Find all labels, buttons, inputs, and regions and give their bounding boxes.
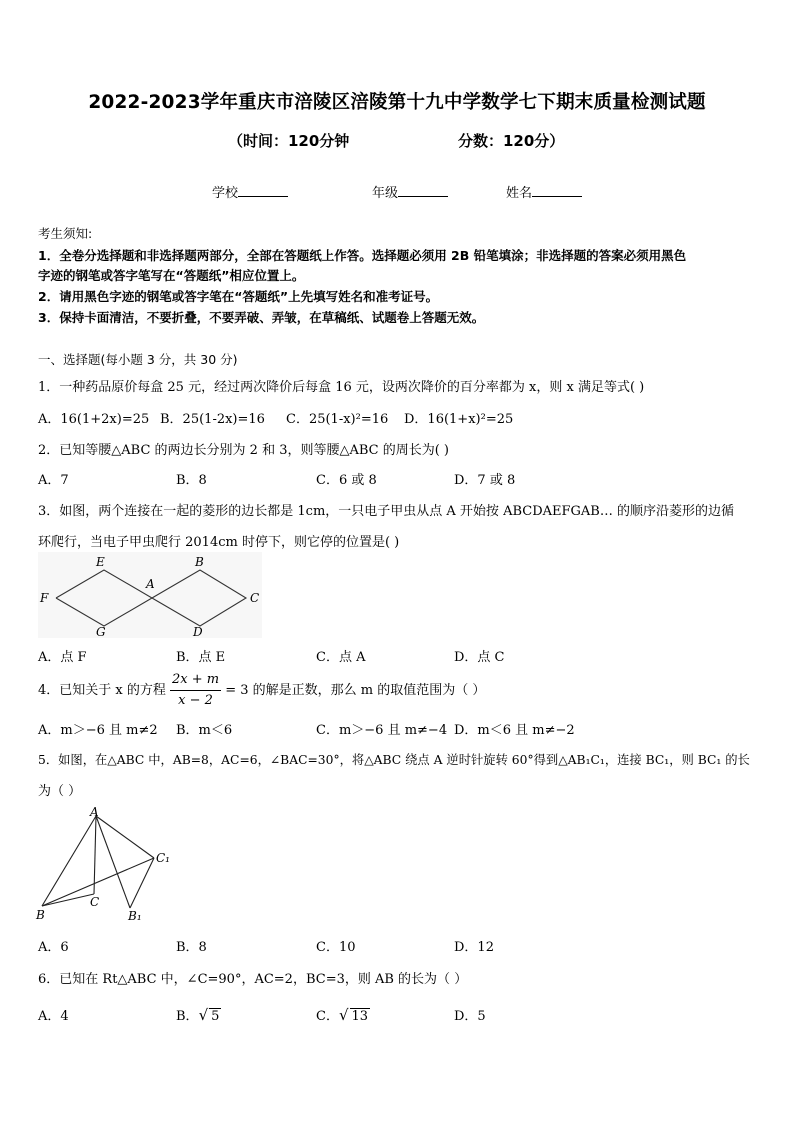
q6-option-a[interactable]: A．4	[38, 1009, 69, 1024]
q4-fraction	[170, 670, 221, 711]
q1-option-b[interactable]: B．25(1-2x)=16	[160, 412, 265, 427]
notice-item-1a: 1．全卷分选择题和非选择题两部分，全部在答题纸上作答。选择题必须用 2B 铅笔填涂；非选择题的答案必须用黑色	[38, 248, 687, 263]
label-c: C	[90, 895, 100, 909]
label-g: G	[96, 625, 106, 638]
question-6-stem: 6．已知在 Rt△ABC 中，∠C=90°，AC=2，BC=3，则 AB 的长为（ ）	[38, 972, 468, 987]
page-title: 2022-2023学年重庆市涪陵区涪陵第十九中学数学七下期末质量检测试题	[88, 92, 706, 113]
label-f: F	[40, 591, 49, 605]
q3-option-d[interactable]: D．点 C	[454, 650, 505, 665]
label-d: D	[193, 625, 203, 638]
question-5-stem-a: 5．如图，在△ABC 中，AB=8，AC=6，∠BAC=30°，将△ABC 绕点 A 逆时针旋转 60°得到△AB₁C₁，连接 BC₁，则 BC₁ 的长	[38, 753, 750, 767]
q2-option-c[interactable]: C．6 或 8	[316, 473, 377, 488]
q5-option-c[interactable]: C．10	[316, 940, 356, 955]
q4-option-b[interactable]: B．m＜6	[176, 723, 233, 738]
q4-frac-num: 2x + m	[170, 670, 221, 691]
notice-item-1b: 字迹的钢笔或答字笔写在“答题纸”相应位置上。	[38, 268, 305, 283]
name-label: 姓名	[506, 186, 533, 201]
exam-time: （时间：120分钟	[228, 132, 350, 150]
q6-option-b-label: B．	[176, 1009, 199, 1024]
question-4-stem	[38, 670, 485, 711]
q1-option-d[interactable]: D．16(1+x)²=25	[404, 412, 514, 427]
q1-option-a[interactable]: A．16(1+2x)=25	[38, 412, 150, 427]
name-field[interactable]	[506, 182, 582, 201]
q4-option-a[interactable]: A．m＞−6 且 m≠2	[38, 723, 158, 738]
label-b1: B₁	[128, 909, 142, 922]
q6-option-d[interactable]: D．5	[454, 1009, 486, 1024]
q5-option-b[interactable]: B．8	[176, 940, 207, 955]
q2-option-b[interactable]: B．8	[176, 473, 207, 488]
q3-option-b[interactable]: B．点 E	[176, 650, 226, 665]
q6-option-c-radicand: 13	[351, 1009, 369, 1024]
label-a: A	[90, 806, 99, 819]
notice-heading: 考生须知:	[38, 226, 93, 241]
q4-stem-post: = 3 的解是正数，那么 m 的取值范围为（ ）	[225, 683, 486, 698]
label-b: B	[195, 555, 204, 569]
q3-option-c[interactable]: C．点 A	[316, 650, 366, 665]
q6-option-b-radicand: 5	[211, 1009, 220, 1024]
q5-option-d[interactable]: D．12	[454, 940, 494, 955]
notice-item-2: 2．请用黑色字迹的钢笔或答字笔在“答题纸”上先填写姓名和准考证号。	[38, 289, 439, 304]
q5-option-a[interactable]: A．6	[38, 940, 69, 955]
q6-option-b[interactable]: B．√ 5	[176, 1006, 220, 1024]
rhombus-figure	[38, 552, 262, 638]
q4-stem-pre: 4．已知关于 x 的方程	[38, 683, 166, 698]
label-a: A	[146, 577, 155, 591]
question-2-stem: 2．已知等腰△ABC 的两边长分别为 2 和 3，则等腰△ABC 的周长为( )	[38, 443, 450, 458]
grade-field[interactable]	[372, 182, 448, 201]
question-3-stem-b: 环爬行，当电子甲虫爬行 2014cm 时停下，则它停的位置是( )	[38, 535, 400, 550]
q2-option-d[interactable]: D．7 或 8	[454, 473, 516, 488]
q6-option-c[interactable]: C．√ 13	[316, 1006, 369, 1024]
q4-frac-den: x − 2	[178, 693, 213, 708]
notice-item-3: 3．保持卡面清洁，不要折叠，不要弄破、弄皱，在草稿纸、试题卷上答题无效。	[38, 310, 485, 325]
q4-option-d[interactable]: D．m＜6 且 m≠−2	[454, 723, 575, 738]
label-c: C	[250, 591, 260, 605]
question-5-stem-b: 为（ ）	[38, 784, 82, 799]
label-c1: C₁	[156, 851, 170, 865]
q6-option-c-label: C．	[316, 1009, 339, 1024]
school-label: 学校	[212, 186, 239, 201]
label-b: B	[36, 908, 45, 922]
exam-score: 分数：120分）	[458, 132, 565, 150]
q3-option-a[interactable]: A．点 F	[38, 650, 87, 665]
grade-label: 年级	[372, 186, 399, 201]
section-heading: 一、选择题(每小题 3 分，共 30 分)	[38, 352, 238, 367]
school-field[interactable]	[212, 182, 288, 201]
triangle-figure	[34, 806, 174, 922]
label-e: E	[96, 555, 105, 569]
q2-option-a[interactable]: A．7	[38, 473, 69, 488]
q1-option-c[interactable]: C．25(1-x)²=16	[286, 412, 389, 427]
question-3-stem-a: 3．如图，两个连接在一起的菱形的边长都是 1cm，一只电子甲虫从点 A 开始按 ABCDAEFGAB… 的顺序沿菱形的边循	[38, 504, 734, 519]
q4-option-c[interactable]: C．m＞−6 且 m≠−4	[316, 723, 448, 738]
question-1-stem: 1．一种药品原价每盒 25 元，经过两次降价后每盒 16 元，设两次降价的百分率都为 x，则 x 满足等式( )	[38, 380, 645, 395]
